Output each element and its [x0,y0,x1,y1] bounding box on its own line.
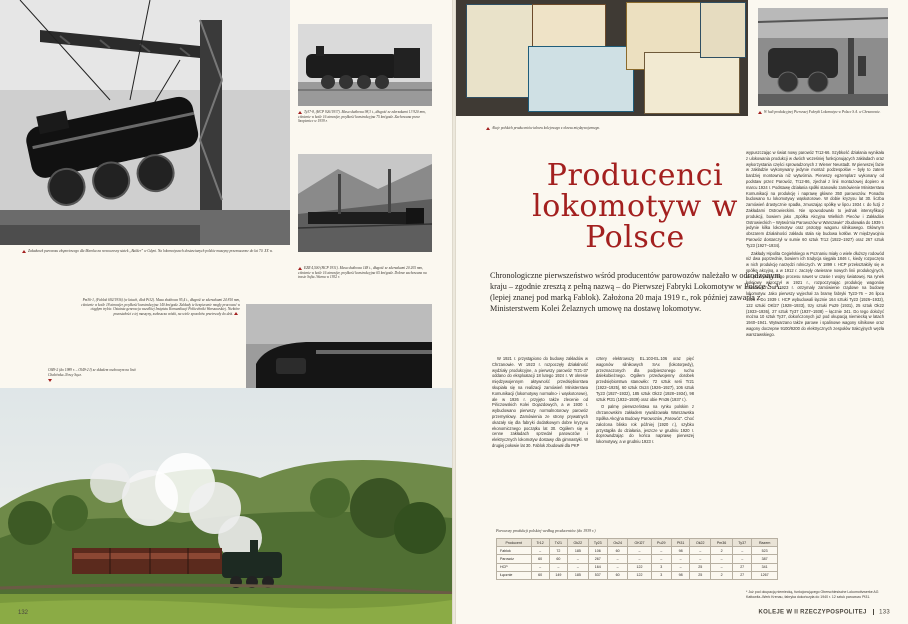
table-cell: – [607,555,628,563]
body-paragraph: O palmę pierwszeństwa na rynku polskim z chrzanowskim zakładem rywalizowała Warszawska Spółka Akcyjna Budowy Parowozów „Parowóz”. Choć założona blisko rok później (1920 r.), szybko przystąpiła do działania, jeszcze w grudniu 1920 r. doprowadzając do końca naprawę pierwszej lokomotywy, a w grudniu 1923 r. [596,404,694,445]
table-cell: 387 [752,555,778,563]
table-header-cell: Tr21 [549,539,567,547]
table-cell: – [607,563,628,571]
table-cell: 267 [588,555,607,563]
stock-certificate [700,2,746,58]
running-head [759,609,890,616]
table-cell: 60 [531,555,549,563]
table-header-row [497,539,778,547]
left-page-number: 132 [18,610,29,616]
crane-locomotive-photo [0,0,290,245]
table-header-cell: OKl27 [628,539,651,547]
mountain-train-photo [298,154,432,252]
table-cell: 3 [651,571,671,579]
table-cell: 341 [752,563,778,571]
table-cell: 60 [607,547,628,555]
table-cell: 122 [628,571,651,579]
table-cell: 164 [588,563,607,571]
folio-divider [873,609,874,615]
caption-marker-icon [298,267,302,270]
stock-certificates-photo [456,0,748,116]
factory-hall-caption: W hali produkcyjnej Pierwszej Fabryki Lokomotyw w Polsce S.A. w Chrzanowie. [758,110,888,115]
table-cell: 98 [671,571,690,579]
table-cell: Fablok [497,547,532,555]
table-cell: 523 [752,547,778,555]
table-cell: – [733,555,752,563]
running-head-text: KOLEJE W II RZECZYPOSPOLITEJ [758,610,867,616]
table-row [497,571,778,579]
table-header-cell: Ok22 [690,539,711,547]
caption-marker-icon [48,379,52,382]
body-column-1 [492,356,588,522]
table-cell: – [651,555,671,563]
production-table [496,538,778,580]
crane-photo-caption: Załadunek parowozu eksportowego dla Maroka na nowoczesny statek „Balder” w Gdyni. Na lokomotywach dostawianych polskie maszyny przeznaczone do lat 70. XX w. [22,249,282,254]
table-cell: 122 [628,563,651,571]
stock-certificates-caption: Akcje polskich producentów taboru kolejowego z okresu międzywojennego. [486,126,736,131]
table-header-cell: Pu29 [651,539,671,547]
table-cell: – [549,563,567,571]
article-title: Producenci lokomotyw w Polsce [532,158,738,255]
stock-certificate [644,52,740,114]
table-cell: – [568,555,589,563]
table-header-cell: Os24 [607,539,628,547]
table-cell: 60 [531,571,549,579]
table-cell: 2 [711,547,733,555]
table-row [497,555,778,563]
right-page [456,0,908,624]
ol49-photo-caption: Ol49-2 (do 1989 r. – Ol49-2 I) ze składem osobowym na linii Chabówka–Nowy Sącz. [48,368,140,382]
body-column-2 [596,356,694,522]
table-header-cell: Pt31 [671,539,690,547]
table-cell: – [690,547,711,555]
table-cell: 98 [671,547,690,555]
table-cell: 25 [690,563,711,571]
ty37-locomotive-photo [298,24,432,106]
table-cell: – [690,555,711,563]
table-row [497,563,778,571]
table-cell: – [568,563,589,571]
right-page-number: 133 [879,610,890,616]
table-header-cell: Pm36 [711,539,733,547]
table-cell: 60 [607,571,628,579]
body-paragraph: W 1921 r. przystąpiono do budowy zakładów w Chrzanowie. W 1923 r. rozpoczęły działalność wydziały produkcyjne, a pierwszy parowóz Tr21-37 oddano do eksploatacji 18 lutego 1924 r. W okresie międzywojennym aktywność przedsiębiorstwa skupiała się na realizacji zamówień Ministerstwa Komunikacji (lokomotywy normalno- i wąskotorowe), ale w 1926 r. przyjęto także zlecenie od Pińczowskich Kolei Dojazdowych, a w 1930 r. wybudowano pierwszy normalnotorowy parowóz przemysłowy. Zamówienia ze strony prywatnych okazały się dla fabryki dodatkowym dobre kryzysu ekonomicznego początku lat 30. Ogółem się w cenne zakładach sprzedał parowozów i elektrycznych lokomotyw dostawy dla gimnastyki. W drugiej połowie lat 30. Fablok zbudował dla PKP [492,356,588,448]
table-cell: – [531,563,549,571]
table-cell: Parowóz [497,555,532,563]
table-cell: – [531,547,549,555]
table-header-cell: Razem [752,539,778,547]
table-row [497,547,778,555]
stock-certificate [528,46,634,112]
caption-marker-icon [22,250,26,253]
production-table-title: Parowozy produkcji polskiej według producentów (do 1939 r.) [496,528,596,533]
table-cell: 2 [711,571,733,579]
left-page [0,0,452,624]
table-cell: – [651,547,671,555]
body-paragraph: cztery elektrowozy EL.103-EL.106 oraz pięć wagonów silnikowych SAx (lokotorpedy), przeznaczonych dla podpieszonego ruchu dalekobieżnego. Ogółem przedwojenny dorobek przedsiębiorstwa stanowiło: 72 sztuk serii Tr21 (1922–1925), 60 sztuk Os24 (1926–1927), 106 sztuk Ty23 (1927–1932), 185 sztuk Ok22 (1928–1934), 98 sztuk Pt31 (1932–1939) oraz obie Pm36 (1937 r.). [596,356,694,402]
table-cell: 1267 [752,571,778,579]
table-cell: 27 [733,571,752,579]
table-cell: 149 [549,571,567,579]
table-cell: 25 [690,571,711,579]
factory-hall-photo [758,8,888,106]
caption-marker-icon [758,111,762,114]
body-paragraph: wypuszczając w świat nowy parowóz Tr12-66. Szybkość działania wynikała z ulokowania produkcji w dwóch wcześniej funkcjonujących zakładach oraz wykorzystania części sprowadzonych z Wiener Neustadt. W pierwszej fazie w zakładzie wykonywany jedynie montaż podzespołów – były to zatem bardziej montownia niż wytwórnia. Pierwszy egzemplarz wykonany od podstaw przez Parowóz, Tr12-86, zjechał z linii montażowej dopiero w marcu 1924 r. Podstawę działania spółki stanowiło zamówienie Ministerstwa Komunikacji na produkcję i naprawę główne 350 parowozów. Ponadto budowano tu lokomotywy wąskotorowe. W dobie kryzysu lat 30. liczba zamówień drastycznie spadła, zmuszając spółkę w lipcu 1934 r. do fuzji z Zakładami Ostrowieckimi. Nie spowodowało to jednak intensyfikacji produkcji, bowiem jako „Spółka Akcyjna Wielkich Pieców i Zakładów Ostrowieckich – Wytwórnia Parowozów w Warszawie” zbudowała do 1939 r. jedynie kilka lokomotyw oraz prototyp wagonu silnikowego. Głównym obszarem działalności zakładu stała się budowa kotłów. W międzywojniu Parowóz dostarczył w sumie 60 sztuk Tr12 (1922–1927) oraz 267 sztuk Ty23 (1927–1934). [746,150,884,248]
table-cell: HCP [497,563,532,571]
table-cell: 72 [549,547,567,555]
article-lead: Chronologiczne pierwszeństwo wśród producentów parowozów należało w odrodzonym kraju – zgodnie zresztą z pełną nazwą – do Pierwszej Fabryki Lokomotyw w Polsce S.A. (lepiej znanej pod marką Fablok). Założona 20 maja 1919 r., rok później zawarła z Ministerstwem Kolei Żelaznych umowę na dostawę lokomotyw. [490,271,782,313]
caption-marker-icon [298,111,302,114]
table-cell: 106 [588,547,607,555]
caption-marker-icon [234,312,238,315]
mountain-train-caption: EZR 4,500 (HCP 1931). Masa służbowa 148 t., długość ze zderzakami 20 205 mm, ciśnienie w kotle 16 atmosfer, prędkość konstrukcyjna 65 km/godz. Dobrze zachowana na trasie Sofia–Warna w 1932 r. [298,266,427,280]
ol49-landscape-photo [0,388,452,624]
table-cell: Łącznie [497,571,532,579]
table-cell: 3 [651,563,671,571]
table-cell: – [628,555,651,563]
table-cell: – [671,555,690,563]
table-header-cell: Tr12 [531,539,549,547]
table-cell: – [711,563,733,571]
footnote: * Już pod okupacją niemiecką, funkcjonującego Oberschlesische Lokomotivwerke AG Kattowitz–Werk Krenau, fabryka dokończyła do 1940 r. 12 sztuk parowozu Pt31. [746,590,879,599]
table-cell: – [711,555,733,563]
body-paragraph: Zakłady Hipolita Cegielskiego w Poznaniu miały o wiele dłuższy rodowód niż dwa poprzednie, bowiem ich tradycja sięgała 1846 r., kiedy rozpoczęto w nich produkcję narzędzi rolniczych. W 1899 r. HCP przekształciły się w spółkę akcyjną, a w 1912 r. zaczęły otwierane nowych linii produkcyjnych, nie przerywając tego procesu nawet w czasie I wojny światowej. Na rynek kolejowy wkroczył w 1921 r., rozpoczynając produkcję wagonów towarowych. W 1923 r. otrzymały zamówienie rządowe na budowę lokomotyw. Jako pierwszy wyjechał za bramę fabryki Ty23-76 – 26 lipca 1926 r. Do 1939 r. HCP wybudowali łącznie 164 sztuki Ty23 (1926–1932), 122 sztuki OKl27 (1928–1933), trzy sztuki Pu29 (1931), 25 sztuk Ok22 (1933–1936), 27 sztuk Ty37 (1937–1938) – łącznie 341. Do tego dołożyć można 10 sztuk Ty37, dokończonych już pod okupacją niemiecką w latach 1940–1941. Wytwarzano także parowe i spalinowe wagony silnikowe oraz wagony doczepne 9100/9200 do elektrycznych zespołów trakcyjnych węzła warszawskiego. [746,250,884,337]
table-cell: – [733,547,752,555]
table-cell: 537 [588,571,607,579]
table-cell: 185 [568,571,589,579]
table-cell: 185 [568,547,589,555]
table-cell: 60 [549,555,567,563]
caption-marker-icon [486,127,490,130]
table-header-cell: Ok22 [568,539,589,547]
table-header-cell: Ty37 [733,539,752,547]
table-cell: – [671,563,690,571]
pm36-photo-caption: Pm36-1, (Fablok 692/1936) (w latach, dlok Pt32). Masa służbowa 95,4 t., długość ze zderzakami 24 810 mm, ciśnienie w kotle 18 atmosfer, prędkość konstrukcyjna 140 km/godz. Zakłady te bezpiecznie mogły pracować w ciągłym trybie. Ostatnia generacja wszelkiej Instytutu Komunikacji Politechniki Warszawskiej. Niektóre pozostałości z tej maszyny, zwłaszcza wózki, na wiele sposobów przetrwały do dziś. [81,298,240,316]
table-cell: – [628,547,651,555]
table-header-cell: Producent [497,539,532,547]
ty37-photo-caption: Ty37-8, (HCP 926/1937). Masa służbowa 98,3 t., długość ze zderzakami 13 920 mm, ciśnienie w kotle 16 atmosfer, prędkość konstrukcyjna 75 km/godz. Zachowana przez Szopienice w 1939 r. [298,110,426,124]
table-cell: 27 [733,563,752,571]
body-column-3 [746,150,884,584]
table-header-cell: Ty23 [588,539,607,547]
